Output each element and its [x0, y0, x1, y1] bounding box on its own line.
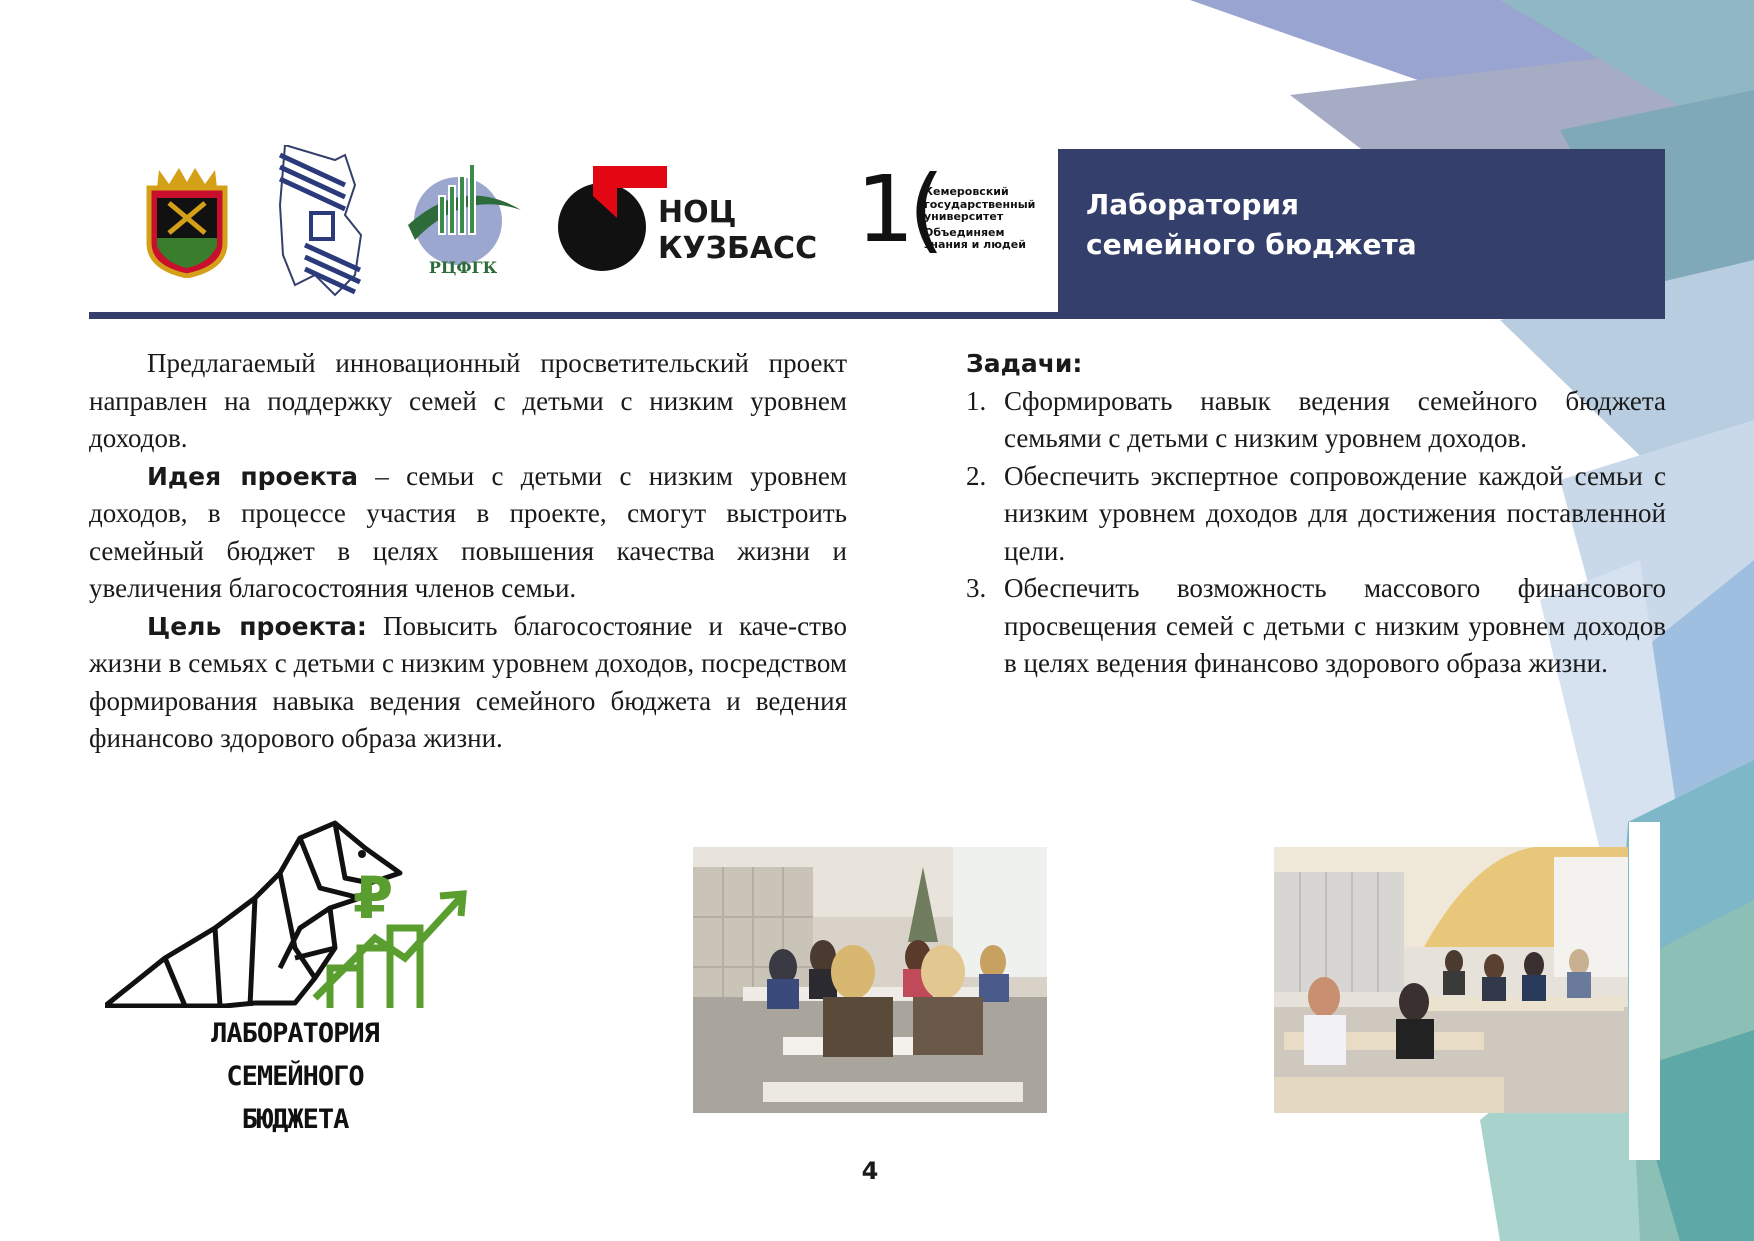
kemsu-line3: университет: [924, 210, 1004, 223]
kemsu-line5: знания и людей: [924, 238, 1026, 251]
lab-logo-caption: [175, 1012, 415, 1141]
task-number: 3.: [966, 573, 987, 603]
idea-label: Идея проекта: [147, 461, 358, 491]
classroom-photo-2: [1274, 847, 1628, 1113]
task-item: [966, 570, 1666, 683]
tasks-heading: Задачи:: [966, 349, 1083, 378]
task-item: [966, 383, 1666, 458]
header-title-line2: семейного бюджета: [1086, 228, 1417, 261]
kemsu-line2: государственный: [924, 197, 1036, 211]
tasks-section: [966, 345, 1666, 683]
left-column: [89, 345, 847, 758]
task-number: 1.: [966, 385, 987, 416]
task-number: 2.: [966, 460, 987, 491]
goal-text: Повысить благосостояние и каче-ство жизни в семьях с детьми с низким уровнем доходов, посредством формирования навыка ведения семейного бюджета и ведения финансово здорового образа жизни.: [89, 610, 847, 753]
task-item: [966, 458, 1666, 571]
lab-dinosaur-logo: [105, 818, 475, 1008]
lab-logo-currency: ₽: [352, 864, 394, 932]
kemsu-line4: Объединяем: [924, 225, 1005, 239]
kemsu-logo-text: [924, 186, 1035, 252]
lab-logo-line1: ЛАБОРАТОРИЯ: [211, 1018, 379, 1049]
header-title-bar: [1058, 149, 1665, 319]
noc-line2: КУЗБАСС: [658, 231, 818, 266]
idea-paragraph: [89, 458, 847, 608]
classroom-photo-1: [693, 847, 1047, 1113]
lab-logo-line2: СЕМЕЙНОГО: [226, 1061, 364, 1092]
header-divider: [89, 312, 1059, 319]
tasks-list: [966, 383, 1666, 683]
task-text: Сформировать навык ведения семейного бюджета семьями с детьми с низким уровнем доходов.: [1004, 385, 1666, 453]
idea-text: – семьи с детьми с низким уровнем доходов, в процессе участия в проекте, смогут выстроить семейный бюджет в целях повышения качества жизни и увеличения благосостояния членов семьи.: [89, 460, 848, 603]
goal-label: Цель проекта:: [147, 611, 367, 641]
lab-logo-line3: БЮДЖЕТА: [241, 1104, 349, 1135]
page-number: 4: [861, 1157, 879, 1185]
kemsu-line1: Кемеровский: [924, 185, 1009, 198]
task-text: Обеспечить экспертное сопровождение каждой семьи с низким уровнем доходов для достижения поставленной цели.: [1004, 460, 1666, 566]
kemsu-mark: 1(: [856, 156, 939, 263]
kuzbass-region-logo: [275, 145, 365, 297]
noc-kuzbass-emblem: [557, 166, 667, 272]
rcfgk-logo-label: РЦФГК: [428, 258, 498, 277]
header-title-line1: Лаборатория: [1086, 188, 1299, 221]
task-text: Обеспечить возможность массового финансового просвещения семей с детьми с низким уровнем доходов в целях ведения финансово здорового образа жизни.: [1004, 573, 1666, 678]
intro-paragraph: Предлагаемый инновационный просветительский проект направлен на поддержку семей с детьми с низким уровнем доходов.: [89, 348, 847, 453]
noc-kuzbass-logo: [658, 195, 817, 267]
kuzbass-coat-of-arms-logo: [139, 158, 235, 278]
goal-paragraph: [89, 608, 847, 758]
noc-line1: НОЦ: [658, 195, 737, 230]
